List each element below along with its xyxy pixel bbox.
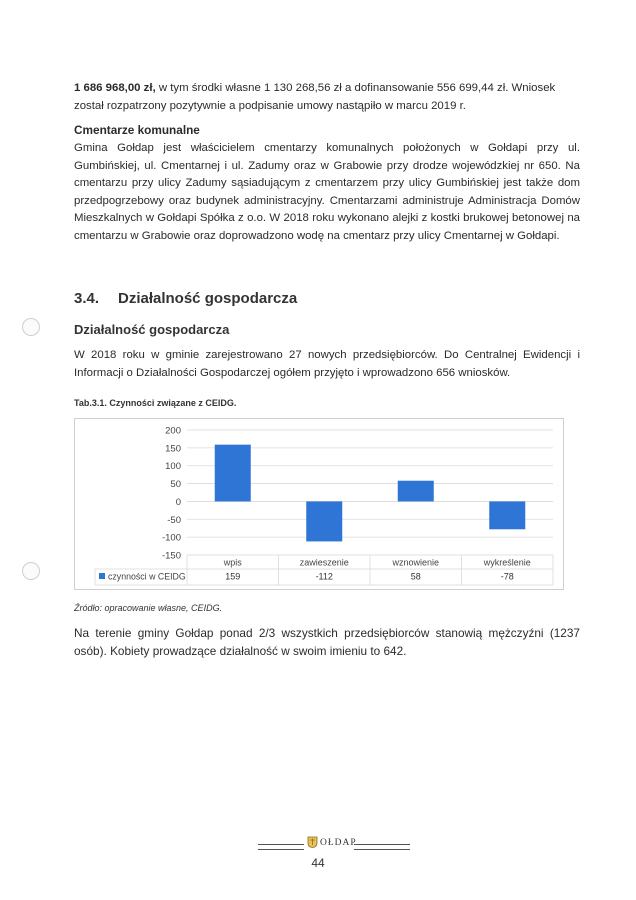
source-note: Źródło: opracowanie własne, CEIDG. (74, 603, 223, 613)
footer-rule-right (354, 844, 410, 850)
data-table-value: 58 (410, 571, 421, 582)
y-tick-label: -100 (161, 532, 181, 544)
y-tick-label: 0 (175, 496, 181, 508)
bar-wznowienie (398, 481, 434, 502)
y-tick-label: 50 (170, 479, 181, 491)
category-label: wznowienie (392, 557, 440, 568)
category-label: zawieszenie (299, 557, 349, 568)
table-caption: Tab.3.1. Czynności związane z CEIDG. (74, 398, 237, 408)
intro-line2: został rozpatrzony pozytywnie a podpisanie umowy nastąpiło w marcu 2019 r. (74, 99, 466, 112)
category-label: wykreślenie (483, 557, 531, 568)
y-tick-label: -150 (161, 550, 181, 562)
section-title (74, 290, 297, 307)
goldap-logo-icon (307, 836, 318, 848)
cemeteries-heading: Cmentarze komunalne (74, 123, 200, 137)
legend-swatch (99, 573, 105, 579)
section-title-text: Działalność gospodarcza (118, 290, 298, 307)
closing-paragraph: Na terenie gminy Gołdap ponad 2/3 wszystkich przedsiębiorców stanowią mężczyźni (1237 osób). Kobiety prowadzące działalność w swoim imieniu to 642. (74, 626, 580, 658)
data-table-value: -78 (500, 571, 514, 582)
legend-series-name: czynności w CEIDG (108, 571, 186, 582)
page-number: 44 (311, 856, 325, 870)
chart-container (74, 418, 564, 590)
y-tick-label: 150 (165, 443, 181, 455)
bar-wpis (215, 445, 251, 502)
data-table-value: 159 (225, 571, 241, 582)
bar-zawieszenie (306, 501, 342, 541)
intro-paragraph (74, 80, 580, 115)
section-subheading: Działalność gospodarcza (74, 322, 230, 337)
bar-wykreślenie (489, 501, 525, 529)
footer-brand: OŁDAP (320, 838, 357, 848)
bar-chart (75, 419, 563, 589)
y-tick-label: -50 (167, 514, 181, 526)
punch-hole-top (22, 318, 40, 336)
section-number: 3.4. (74, 290, 100, 307)
y-tick-label: 200 (165, 425, 181, 437)
y-tick-label: 100 (165, 461, 181, 473)
cemeteries-paragraph: Gmina Gołdap jest właścicielem cmentarzy komunalnych położonych w Gołdapi przy ul. Gumbińskiej, ul. Cmentarnej i ul. Zadumy oraz w Grabowie przy drodze wojewódzkiej nr 650. Na cmentarzu przy ulicy Zadumy sąsiadującym z cmentarzem przy ulicy Gumbińskiej jest także dom przedpogrzebowy oraz budynek administracyjny. Cmentarzami administruje Administracja Domów Mieszkalnych w Gołdapi Spółka z o.o. W 2018 roku wykonano alejki z kostki brukowej betonowej na cmentarzu w Grabowie oraz doprowadzono wodę na cmentarz przy ulicy Cmentarnej w Gołdapi. (74, 142, 580, 242)
intro-line1-rest: w tym środki własne 1 130 268,56 zł a dofinansowanie 556 699,44 zł. Wniosek (155, 82, 556, 94)
data-table-value: -112 (315, 571, 333, 582)
intro-amount: 1 686 968,00 zł, (74, 82, 156, 94)
footer-rule-left (258, 844, 304, 850)
section-paragraph: W 2018 roku w gminie zarejestrowano 27 nowych przedsiębiorców. Do Centralnej Ewidencji i Informacji o Działalności Gospodarczej ogółem przyjęto i wprowadzono 656 wniosków. (74, 349, 580, 379)
punch-hole-bottom (22, 562, 40, 580)
category-label: wpis (223, 557, 242, 568)
